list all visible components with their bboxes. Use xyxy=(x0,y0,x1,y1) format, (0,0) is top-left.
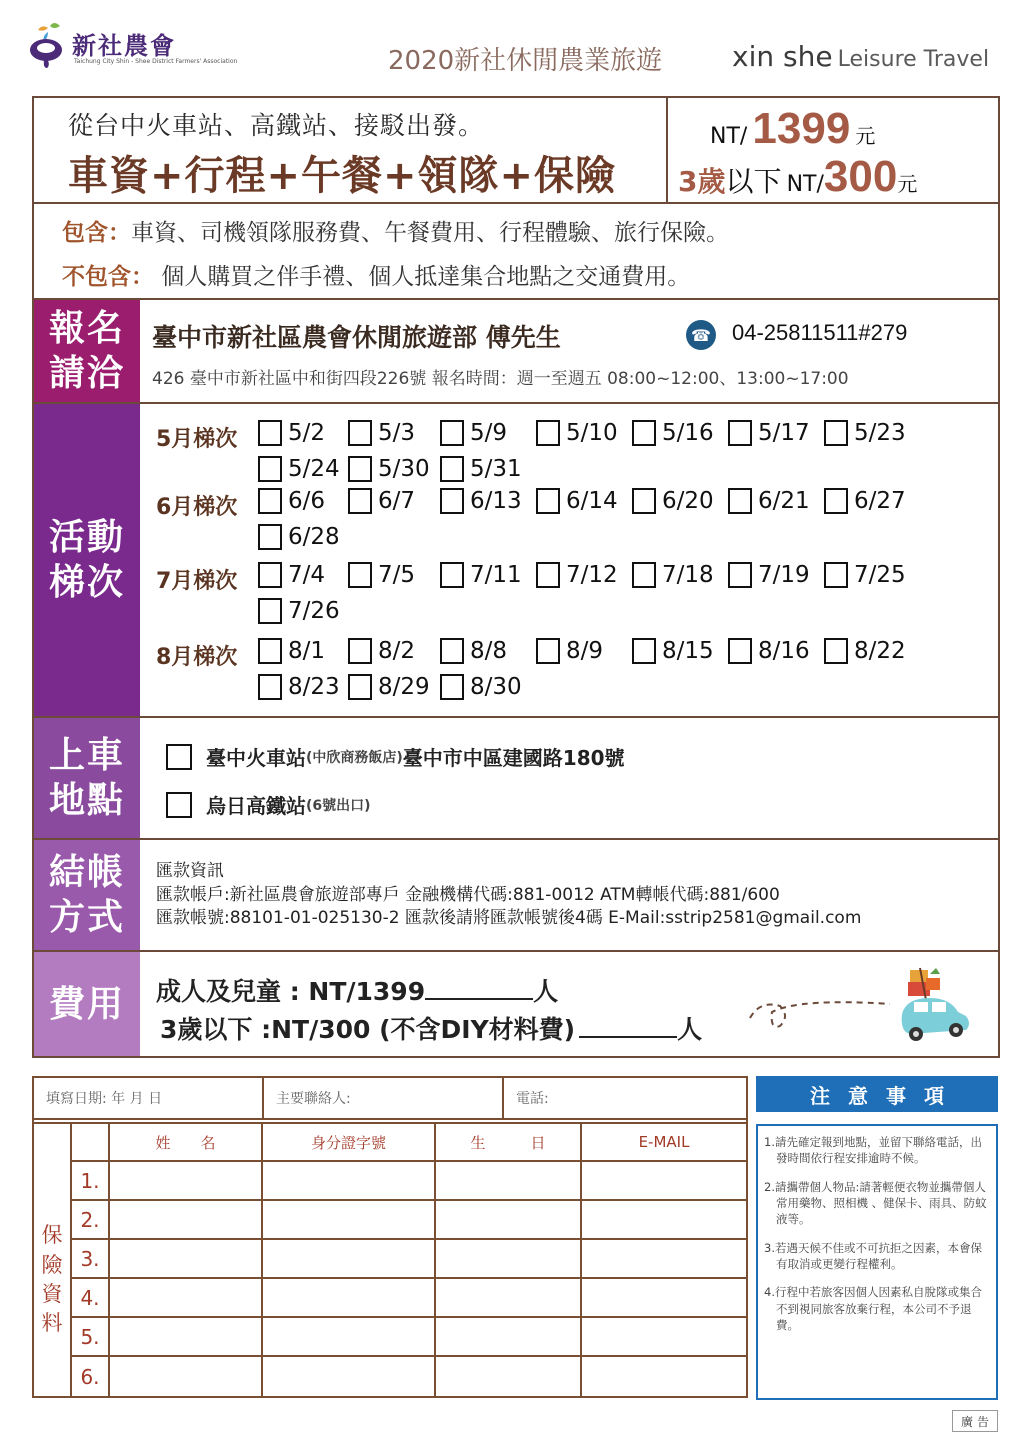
includes-section xyxy=(34,204,998,300)
adult-price: 1399 xyxy=(752,104,851,153)
table-row xyxy=(72,1279,746,1318)
date-option[interactable] xyxy=(824,488,920,514)
date-option[interactable] xyxy=(728,488,824,514)
table-row xyxy=(72,1357,746,1396)
date-option[interactable] xyxy=(348,674,440,700)
logo-subtitle: Taichung City Shin - Shee District Farmers' Association xyxy=(74,58,238,65)
date-line xyxy=(258,674,536,700)
date-option[interactable] xyxy=(536,420,632,446)
phone-field[interactable]: 電話: xyxy=(516,1091,549,1107)
date-label: 5/30 xyxy=(378,456,430,482)
date-label: 8/15 xyxy=(662,638,714,664)
exclude-text: 個人購買之伴手禮、個人抵達集合地點之交通費用。 xyxy=(154,264,691,290)
date-checkbox[interactable] xyxy=(824,562,848,588)
date-checkbox[interactable] xyxy=(440,456,464,482)
date-option[interactable] xyxy=(440,562,536,588)
date-option[interactable] xyxy=(440,638,536,664)
address-hours: 426 臺中市新社區中和街四段226號 報名時間：週一至週五 08:00~12:00、13:00~17:00 xyxy=(152,369,849,389)
date-checkbox[interactable] xyxy=(440,562,464,588)
payment-content xyxy=(140,840,998,950)
table-row xyxy=(72,1240,746,1279)
date-option[interactable] xyxy=(824,420,920,446)
headline-section xyxy=(34,98,998,204)
fee-section xyxy=(34,952,998,1056)
date-checkbox[interactable] xyxy=(258,420,282,446)
date-label: 6/14 xyxy=(566,488,618,514)
side-char: 料 xyxy=(41,1311,63,1336)
date-option[interactable] xyxy=(258,524,348,550)
date-checkbox[interactable] xyxy=(440,638,464,664)
exclude-line xyxy=(62,258,998,302)
adult-unit: 人 xyxy=(533,977,559,1006)
date-checkbox[interactable] xyxy=(632,562,656,588)
insurance-grid xyxy=(72,1124,746,1396)
notes-box xyxy=(756,1124,998,1400)
package-headline: 車資+行程+午餐+領隊+保險 xyxy=(68,153,617,199)
phone-icon: ☎ xyxy=(686,320,716,350)
pickup-address: 臺中市中區建國路180號 xyxy=(402,746,625,770)
date-checkbox[interactable] xyxy=(728,638,752,664)
date-checkbox[interactable] xyxy=(728,420,752,446)
date-label: 5/23 xyxy=(854,420,906,446)
date-option[interactable] xyxy=(348,638,440,664)
month-label: 6月梯次 xyxy=(156,495,238,520)
child-yuan-label: 元 xyxy=(897,172,918,196)
fee-content xyxy=(140,952,998,1056)
id-cell[interactable] xyxy=(263,1357,436,1396)
email-cell[interactable] xyxy=(582,1240,746,1277)
include-line xyxy=(62,214,998,258)
side-label-line: 費用 xyxy=(48,983,125,1025)
child-nt-label: NT/ xyxy=(786,172,824,197)
form-info-row xyxy=(34,1078,746,1124)
id-cell[interactable] xyxy=(263,1279,436,1316)
date-option[interactable] xyxy=(258,420,348,446)
date-checkbox[interactable] xyxy=(258,562,282,588)
payment-section xyxy=(34,840,998,952)
date-checkbox[interactable] xyxy=(348,456,372,482)
header-english-title xyxy=(732,40,989,73)
payment-heading: 匯款資訊 xyxy=(156,861,224,881)
registration-section xyxy=(34,300,998,404)
child-age: 3歲 xyxy=(678,165,726,198)
date-option[interactable] xyxy=(728,638,824,664)
date-checkbox[interactable] xyxy=(824,488,848,514)
side-label-line: 方式 xyxy=(48,897,125,938)
child-price-line xyxy=(678,152,917,202)
side-char: 保 xyxy=(41,1223,63,1248)
date-label: 7/26 xyxy=(288,598,340,624)
organizer-name: 臺中市新社區農會休閒旅遊部 傅先生 xyxy=(152,323,561,352)
name-cell[interactable] xyxy=(110,1357,263,1396)
column-header-email: E-MAIL xyxy=(638,1133,690,1151)
registration-side-label xyxy=(34,300,140,402)
adult-count-blank[interactable] xyxy=(425,998,533,1000)
pickup-note: (中欣商務飯店) xyxy=(306,749,403,766)
insurance-form xyxy=(32,1076,748,1398)
side-char: 資 xyxy=(41,1282,63,1306)
pickup-note: (6號出口) xyxy=(306,797,371,814)
registration-content xyxy=(140,300,998,402)
birthday-cell[interactable] xyxy=(436,1201,582,1238)
column-header-birthday: 生 日 xyxy=(436,1124,582,1160)
schedule-content xyxy=(140,404,998,716)
date-label: 5/3 xyxy=(378,420,416,446)
date-checkbox[interactable] xyxy=(632,638,656,664)
pickup-checkbox[interactable] xyxy=(166,792,192,818)
date-checkbox[interactable] xyxy=(258,598,282,624)
pickup-name: 臺中火車站 xyxy=(206,746,306,770)
side-label-line: 活動 xyxy=(48,517,125,558)
date-checkbox[interactable] xyxy=(536,562,560,588)
date-checkbox[interactable] xyxy=(440,488,464,514)
row-number: 1. xyxy=(72,1162,110,1199)
birthday-cell[interactable] xyxy=(436,1240,582,1277)
date-option[interactable] xyxy=(536,488,632,514)
date-option[interactable] xyxy=(824,562,920,588)
date-checkbox[interactable] xyxy=(258,674,282,700)
child-count-blank[interactable] xyxy=(579,1036,677,1038)
date-label: 8/16 xyxy=(758,638,810,664)
date-label: 5/31 xyxy=(470,456,522,482)
date-label: 8/2 xyxy=(378,638,416,664)
name-cell[interactable] xyxy=(110,1318,263,1355)
date-option[interactable] xyxy=(258,488,348,514)
include-text: 車資、司機領隊服務費、午餐費用、行程體驗、旅行保險。 xyxy=(131,220,729,246)
date-option[interactable] xyxy=(258,638,348,664)
car-with-gifts-illustration xyxy=(740,960,1000,1050)
date-label: 7/25 xyxy=(854,562,906,588)
date-line xyxy=(258,488,920,514)
adult-fee-text: 成人及兒童 : NT/1399 xyxy=(156,977,426,1006)
birthday-cell[interactable] xyxy=(436,1279,582,1316)
adult-price-line xyxy=(710,104,875,154)
pickup-option-wuri-hsr[interactable] xyxy=(166,790,371,819)
side-label-line: 地點 xyxy=(48,780,125,821)
pickup-side-label xyxy=(34,718,140,838)
note-item: 1.請先確定報到地點，並留下聯絡電話，出發時間依行程安排逾時不候。 xyxy=(764,1135,982,1166)
date-option[interactable] xyxy=(258,456,348,482)
date-option[interactable] xyxy=(258,674,348,700)
child-unit: 人 xyxy=(677,1015,703,1044)
id-cell[interactable] xyxy=(263,1240,436,1277)
date-checkbox[interactable] xyxy=(728,488,752,514)
id-cell[interactable] xyxy=(263,1162,436,1199)
date-checkbox[interactable] xyxy=(258,524,282,550)
date-option[interactable] xyxy=(348,456,440,482)
date-checkbox[interactable] xyxy=(348,562,372,588)
email-cell[interactable] xyxy=(582,1357,746,1396)
date-option[interactable] xyxy=(728,562,824,588)
nt-label: NT/ xyxy=(710,124,748,149)
pickup-content xyxy=(140,718,998,838)
date-checkbox[interactable] xyxy=(632,488,656,514)
table-row xyxy=(72,1318,746,1357)
headline-block xyxy=(34,98,668,202)
column-header-id: 身分證字號 xyxy=(263,1124,436,1160)
date-label: 8/22 xyxy=(854,638,906,664)
child-fee-line xyxy=(160,1010,702,1046)
date-label: 8/1 xyxy=(288,638,326,664)
date-label: 8/29 xyxy=(378,674,430,700)
side-label-line: 結帳 xyxy=(48,852,125,893)
pickup-name: 烏日高鐵站 xyxy=(206,794,306,818)
row-number: 3. xyxy=(72,1240,110,1277)
date-label: 6/28 xyxy=(288,524,340,550)
row-number: 2. xyxy=(72,1201,110,1238)
side-label-line: 上車 xyxy=(48,735,125,776)
date-line xyxy=(258,456,536,482)
date-line xyxy=(258,638,920,664)
date-option[interactable] xyxy=(824,638,920,664)
payment-account: 匯款帳戶:新社區農會旅遊部專戶 金融機構代碼:881-0012 ATM轉帳代碼:881/600 xyxy=(156,885,780,905)
date-label: 8/8 xyxy=(470,638,508,664)
date-label: 6/20 xyxy=(662,488,714,514)
pickup-section xyxy=(34,718,998,840)
email-cell[interactable] xyxy=(582,1162,746,1199)
table-header-row xyxy=(72,1124,746,1162)
date-checkbox[interactable] xyxy=(728,562,752,588)
side-char: 險 xyxy=(41,1252,63,1277)
date-checkbox[interactable] xyxy=(632,420,656,446)
date-option[interactable] xyxy=(536,638,632,664)
date-checkbox[interactable] xyxy=(258,456,282,482)
notes-title: 注意事項 xyxy=(756,1076,998,1112)
date-label: 5/16 xyxy=(662,420,714,446)
child-price: 300 xyxy=(823,152,898,201)
row-number: 6. xyxy=(72,1357,110,1396)
date-line xyxy=(258,420,920,446)
payment-side-label xyxy=(34,840,140,950)
date-label: 7/12 xyxy=(566,562,618,588)
date-option[interactable] xyxy=(632,488,728,514)
side-label-line: 請洽 xyxy=(48,353,125,394)
table-row xyxy=(72,1201,746,1240)
row-number: 5. xyxy=(72,1318,110,1355)
email-cell[interactable] xyxy=(582,1279,746,1316)
date-checkbox[interactable] xyxy=(536,638,560,664)
note-item: 2.請攜帶個人物品:請著輕便衣物並攜帶個人常用藥物、照相機 、健保卡、雨具、防蚊液等。 xyxy=(764,1179,987,1227)
payment-number: 匯款帳號:88101-01-025130-2 匯款後請將匯款帳號後4碼 E-Mail:sstrip2581@gmail.com xyxy=(156,908,862,928)
date-option[interactable] xyxy=(632,562,728,588)
ad-badge: 廣告 xyxy=(952,1410,998,1432)
email-cell[interactable] xyxy=(582,1201,746,1238)
date-line xyxy=(258,598,348,624)
header-title: 2020新社休閒農業旅遊 xyxy=(388,46,663,76)
date-label: 8/30 xyxy=(470,674,522,700)
name-cell[interactable] xyxy=(110,1201,263,1238)
month-label: 7月梯次 xyxy=(156,569,238,594)
header-en-light: Leisure Travel xyxy=(837,47,990,72)
date-label: 7/5 xyxy=(378,562,416,588)
main-contact-field[interactable]: 主要聯絡人: xyxy=(264,1078,504,1118)
date-checkbox[interactable] xyxy=(536,488,560,514)
date-checkbox[interactable] xyxy=(348,674,372,700)
date-label: 7/19 xyxy=(758,562,810,588)
date-option[interactable] xyxy=(536,562,632,588)
child-label: 以下 xyxy=(725,165,782,198)
pickup-option-taichung-station[interactable] xyxy=(166,742,625,771)
column-header-number xyxy=(72,1124,110,1160)
table-row xyxy=(72,1162,746,1201)
date-checkbox[interactable] xyxy=(348,488,372,514)
date-option[interactable] xyxy=(348,562,440,588)
price-block xyxy=(668,98,998,202)
insurance-side-label xyxy=(34,1124,72,1396)
logo-leaf-icon xyxy=(28,22,72,70)
phone-number[interactable]: 04-25811511#279 xyxy=(732,320,908,345)
date-label: 6/7 xyxy=(378,488,416,514)
note-item: 3.若遇天候不佳或不可抗拒之因素，本會保有取消或更變行程權利。 xyxy=(764,1240,982,1271)
date-option[interactable] xyxy=(632,638,728,664)
date-label: 6/27 xyxy=(854,488,906,514)
date-label: 6/13 xyxy=(470,488,522,514)
date-checkbox[interactable] xyxy=(348,420,372,446)
date-option[interactable] xyxy=(258,562,348,588)
date-label: 6/6 xyxy=(288,488,326,514)
date-label: 8/9 xyxy=(566,638,604,664)
date-label: 7/11 xyxy=(470,562,522,588)
fill-date-field[interactable]: 填寫日期: 年 月 日 xyxy=(34,1078,264,1118)
id-cell[interactable] xyxy=(263,1201,436,1238)
birthday-cell[interactable] xyxy=(436,1318,582,1355)
main-frame xyxy=(32,96,1000,1058)
id-cell[interactable] xyxy=(263,1318,436,1355)
month-label: 5月梯次 xyxy=(156,427,238,452)
date-label: 6/21 xyxy=(758,488,810,514)
adult-fee-line xyxy=(156,972,558,1008)
date-option[interactable] xyxy=(728,420,824,446)
schedule-section xyxy=(34,404,998,718)
side-label-line: 報名 xyxy=(48,308,125,349)
date-option[interactable] xyxy=(440,456,536,482)
fee-side-label xyxy=(34,952,140,1056)
date-checkbox[interactable] xyxy=(258,488,282,514)
date-label: 5/9 xyxy=(470,420,508,446)
header-en-bold: xin she xyxy=(732,40,833,73)
email-cell[interactable] xyxy=(582,1318,746,1355)
pickup-checkbox[interactable] xyxy=(166,744,192,770)
departure-subtitle: 從台中火車站、高鐵站、接駁出發。 xyxy=(68,111,485,140)
row-number: 4. xyxy=(72,1279,110,1316)
date-label: 8/23 xyxy=(288,674,340,700)
date-label: 5/2 xyxy=(288,420,326,446)
date-checkbox[interactable] xyxy=(440,674,464,700)
birthday-cell[interactable] xyxy=(436,1162,582,1199)
date-label: 5/17 xyxy=(758,420,810,446)
side-label-line: 梯次 xyxy=(48,562,125,603)
child-fee-text: 3歲以下 :NT/300 (不含DIY材料費) xyxy=(160,1015,576,1044)
name-cell[interactable] xyxy=(110,1240,263,1277)
date-option[interactable] xyxy=(440,674,536,700)
name-cell[interactable] xyxy=(110,1162,263,1199)
date-checkbox[interactable] xyxy=(258,638,282,664)
date-label: 7/4 xyxy=(288,562,326,588)
date-option[interactable] xyxy=(632,420,728,446)
date-label: 5/10 xyxy=(566,420,618,446)
date-option[interactable] xyxy=(440,488,536,514)
include-label: 包含： xyxy=(62,220,131,246)
date-label: 5/24 xyxy=(288,456,340,482)
name-cell[interactable] xyxy=(110,1279,263,1316)
date-option[interactable] xyxy=(258,598,348,624)
date-checkbox[interactable] xyxy=(824,638,848,664)
schedule-side-label xyxy=(34,404,140,716)
date-option[interactable] xyxy=(348,420,440,446)
date-option[interactable] xyxy=(348,488,440,514)
date-line xyxy=(258,524,348,550)
insurance-table xyxy=(34,1124,746,1396)
date-line xyxy=(258,562,920,588)
birthday-cell[interactable] xyxy=(436,1357,582,1396)
note-item: 4.行程中若旅客因個人因素私自脫隊或集合不到視同旅客放棄行程，本公司不予退費。 xyxy=(764,1285,982,1332)
date-checkbox[interactable] xyxy=(824,420,848,446)
date-option[interactable] xyxy=(440,420,536,446)
column-header-name: 姓 名 xyxy=(110,1124,263,1160)
month-label: 8月梯次 xyxy=(156,645,238,670)
yuan-label: 元 xyxy=(855,124,876,148)
logo-name: 新社農會 xyxy=(72,31,176,60)
date-checkbox[interactable] xyxy=(536,420,560,446)
exclude-label: 不包含： xyxy=(62,264,154,290)
date-checkbox[interactable] xyxy=(348,638,372,664)
date-label: 7/18 xyxy=(662,562,714,588)
date-checkbox[interactable] xyxy=(440,420,464,446)
